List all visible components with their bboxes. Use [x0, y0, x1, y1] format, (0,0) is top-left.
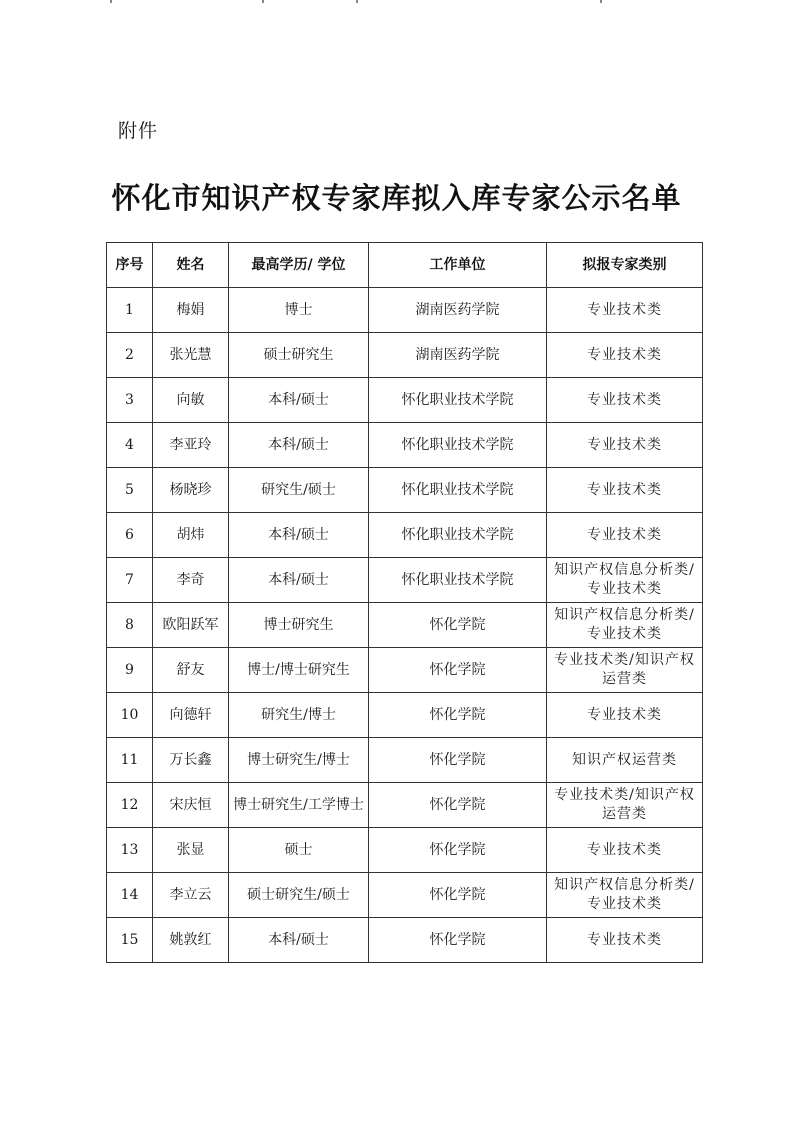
cell-unit: 怀化学院: [369, 693, 547, 738]
cell-number: 10: [107, 693, 153, 738]
cell-name: 欧阳跃军: [153, 603, 229, 648]
table-row: [107, 423, 703, 468]
cell-unit: 怀化职业技术学院: [369, 468, 547, 513]
cell-number: 15: [107, 918, 153, 963]
cell-category: 专业技术类: [547, 918, 703, 963]
cell-category: 专业技术类: [547, 378, 703, 423]
cell-unit: 怀化学院: [369, 738, 547, 783]
cell-name: 舒友: [153, 648, 229, 693]
cell-number: 12: [107, 783, 153, 828]
cell-number: 4: [107, 423, 153, 468]
scan-edge-mark: [262, 0, 264, 3]
cell-name: 李奇: [153, 558, 229, 603]
cell-name: 胡炜: [153, 513, 229, 558]
cell-degree: 博士研究生/工学博士: [229, 783, 369, 828]
table-body: [107, 288, 703, 963]
cell-degree: 博士/博士研究生: [229, 648, 369, 693]
cell-category: 知识产权运营类: [547, 738, 703, 783]
cell-name: 李亚玲: [153, 423, 229, 468]
cell-degree: 本科/硕士: [229, 378, 369, 423]
table-header-row: [107, 243, 703, 288]
cell-name: 宋庆恒: [153, 783, 229, 828]
cell-category: 专业技术类: [547, 468, 703, 513]
cell-number: 2: [107, 333, 153, 378]
cell-degree: 博士研究生/博士: [229, 738, 369, 783]
cell-category: 专业技术类: [547, 828, 703, 873]
cell-number: 3: [107, 378, 153, 423]
table-row: [107, 783, 703, 828]
cell-number: 9: [107, 648, 153, 693]
table-row: [107, 288, 703, 333]
cell-category: 知识产权信息分析类/专业技术类: [547, 558, 703, 603]
cell-unit: 湖南医药学院: [369, 288, 547, 333]
cell-number: 6: [107, 513, 153, 558]
cell-category: 专业技术类/知识产权运营类: [547, 648, 703, 693]
cell-name: 向德轩: [153, 693, 229, 738]
cell-category: 专业技术类: [547, 513, 703, 558]
cell-unit: 怀化学院: [369, 783, 547, 828]
cell-name: 张显: [153, 828, 229, 873]
cell-number: 7: [107, 558, 153, 603]
document-title: 怀化市知识产权专家库拟入库专家公示名单: [111, 181, 682, 215]
cell-degree: 博士研究生: [229, 603, 369, 648]
table-row: [107, 513, 703, 558]
cell-unit: 怀化职业技术学院: [369, 558, 547, 603]
cell-degree: 本科/硕士: [229, 423, 369, 468]
cell-number: 14: [107, 873, 153, 918]
cell-degree: 博士: [229, 288, 369, 333]
table-row: [107, 603, 703, 648]
cell-name: 梅娟: [153, 288, 229, 333]
cell-unit: 湖南医药学院: [369, 333, 547, 378]
cell-name: 万长鑫: [153, 738, 229, 783]
cell-category: 专业技术类: [547, 693, 703, 738]
scan-edge-mark: [356, 0, 358, 3]
cell-unit: 怀化职业技术学院: [369, 513, 547, 558]
cell-unit: 怀化学院: [369, 603, 547, 648]
cell-degree: 硕士: [229, 828, 369, 873]
table-row: [107, 468, 703, 513]
cell-category: 专业技术类/知识产权运营类: [547, 783, 703, 828]
table-row: [107, 648, 703, 693]
cell-category: 知识产权信息分析类/专业技术类: [547, 873, 703, 918]
cell-number: 5: [107, 468, 153, 513]
table-row: [107, 873, 703, 918]
annex-label: 附件: [118, 120, 159, 142]
cell-name: 李立云: [153, 873, 229, 918]
cell-unit: 怀化学院: [369, 918, 547, 963]
table-row: [107, 558, 703, 603]
table-row: [107, 918, 703, 963]
expert-roster-table: [106, 242, 703, 963]
cell-number: 11: [107, 738, 153, 783]
cell-name: 杨晓珍: [153, 468, 229, 513]
cell-category: 专业技术类: [547, 423, 703, 468]
column-header-degree: 最高学历/ 学位: [229, 243, 369, 288]
column-header-unit: 工作单位: [369, 243, 547, 288]
cell-degree: 研究生/硕士: [229, 468, 369, 513]
cell-unit: 怀化学院: [369, 828, 547, 873]
cell-category: 知识产权信息分析类/专业技术类: [547, 603, 703, 648]
cell-degree: 研究生/博士: [229, 693, 369, 738]
scan-edge-mark: [110, 0, 112, 3]
table-row: [107, 378, 703, 423]
cell-name: 姚敦红: [153, 918, 229, 963]
cell-unit: 怀化职业技术学院: [369, 378, 547, 423]
cell-unit: 怀化职业技术学院: [369, 423, 547, 468]
cell-category: 专业技术类: [547, 288, 703, 333]
cell-number: 8: [107, 603, 153, 648]
table-row: [107, 828, 703, 873]
cell-degree: 本科/硕士: [229, 558, 369, 603]
cell-unit: 怀化学院: [369, 873, 547, 918]
scan-edge-mark: [600, 0, 602, 3]
column-header-category: 拟报专家类别: [547, 243, 703, 288]
cell-category: 专业技术类: [547, 333, 703, 378]
cell-name: 张光慧: [153, 333, 229, 378]
cell-degree: 硕士研究生: [229, 333, 369, 378]
table-row: [107, 333, 703, 378]
cell-degree: 硕士研究生/硕士: [229, 873, 369, 918]
cell-number: 13: [107, 828, 153, 873]
cell-degree: 本科/硕士: [229, 513, 369, 558]
table-row: [107, 738, 703, 783]
column-header-name: 姓名: [153, 243, 229, 288]
cell-degree: 本科/硕士: [229, 918, 369, 963]
cell-name: 向敏: [153, 378, 229, 423]
cell-number: 1: [107, 288, 153, 333]
table-row: [107, 693, 703, 738]
cell-unit: 怀化学院: [369, 648, 547, 693]
column-header-number: 序号: [107, 243, 153, 288]
